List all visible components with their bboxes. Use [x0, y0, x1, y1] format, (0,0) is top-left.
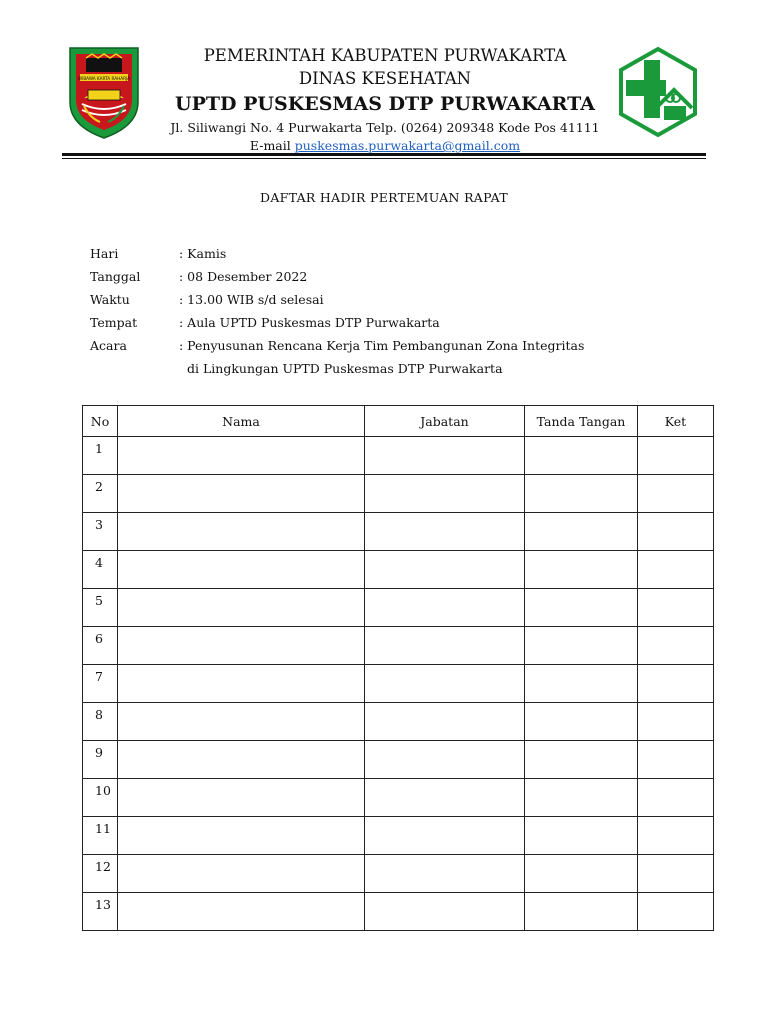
cell-nama[interactable]: [118, 589, 365, 627]
table-row: [83, 437, 714, 475]
header-nama: Nama: [118, 406, 365, 437]
cell-nama[interactable]: [118, 513, 365, 551]
table-row: [83, 855, 714, 893]
header-no: No: [83, 406, 118, 437]
address: Jl. Siliwangi No. 4 Purwakarta Telp. (0264) 209348 Kode Pos 41111: [170, 120, 600, 135]
row-number: 2: [83, 475, 118, 513]
cell-jabatan[interactable]: [365, 589, 525, 627]
cell-nama[interactable]: [118, 627, 365, 665]
detail-value: : Kamis: [179, 246, 227, 261]
cell-nama[interactable]: [118, 779, 365, 817]
cell-tanda-tangan[interactable]: [525, 475, 638, 513]
cell-ket[interactable]: [638, 627, 714, 665]
cell-jabatan[interactable]: [365, 665, 525, 703]
cell-nama[interactable]: [118, 437, 365, 475]
cell-jabatan[interactable]: [365, 741, 525, 779]
cell-jabatan[interactable]: [365, 893, 525, 931]
cell-jabatan[interactable]: [365, 703, 525, 741]
email-link[interactable]: puskesmas.purwakarta@gmail.com: [294, 138, 521, 153]
cell-nama[interactable]: [118, 855, 365, 893]
cell-jabatan[interactable]: [365, 779, 525, 817]
kabupaten-emblem-icon: [64, 44, 144, 140]
row-number: 12: [83, 855, 118, 893]
table-row: [83, 551, 714, 589]
header-divider-thick: [62, 153, 706, 156]
detail-row-acara-continuation: [90, 359, 584, 382]
cell-ket[interactable]: [638, 893, 714, 931]
detail-row-hari: [90, 244, 584, 267]
email-line: [150, 137, 620, 154]
table-row: [83, 703, 714, 741]
table-row: [83, 741, 714, 779]
header-ket: Ket: [638, 406, 714, 437]
cell-tanda-tangan[interactable]: [525, 855, 638, 893]
header-divider-thin: [62, 158, 706, 159]
cell-ket[interactable]: [638, 475, 714, 513]
detail-label: Waktu: [90, 292, 130, 307]
row-number: 1: [83, 437, 118, 475]
cell-jabatan[interactable]: [365, 551, 525, 589]
row-number: 8: [83, 703, 118, 741]
row-number: 3: [83, 513, 118, 551]
header-tanda-tangan: Tanda Tangan: [525, 406, 638, 437]
cell-jabatan[interactable]: [365, 627, 525, 665]
row-number: 13: [83, 893, 118, 931]
detail-label: Hari: [90, 246, 119, 261]
table-header-row: [83, 406, 714, 437]
cell-nama[interactable]: [118, 817, 365, 855]
row-number: 10: [83, 779, 118, 817]
puskesmas-logo-icon: [612, 46, 704, 138]
cell-nama[interactable]: [118, 703, 365, 741]
cell-jabatan[interactable]: [365, 475, 525, 513]
cell-nama[interactable]: [118, 741, 365, 779]
table-row: [83, 779, 714, 817]
detail-label: Acara: [90, 338, 127, 353]
cell-jabatan[interactable]: [365, 817, 525, 855]
detail-label: Tempat: [90, 315, 138, 330]
cell-tanda-tangan[interactable]: [525, 817, 638, 855]
document-title: DAFTAR HADIR PERTEMUAN RAPAT: [260, 190, 508, 205]
row-number: 4: [83, 551, 118, 589]
cell-nama[interactable]: [118, 551, 365, 589]
cell-ket[interactable]: [638, 513, 714, 551]
cell-ket[interactable]: [638, 703, 714, 741]
cell-ket[interactable]: [638, 741, 714, 779]
cell-nama[interactable]: [118, 893, 365, 931]
cell-tanda-tangan[interactable]: [525, 589, 638, 627]
cell-tanda-tangan[interactable]: [525, 665, 638, 703]
detail-row-acara: [90, 336, 584, 359]
letterhead: [150, 44, 620, 154]
row-number: 5: [83, 589, 118, 627]
cell-ket[interactable]: [638, 551, 714, 589]
table-row: [83, 513, 714, 551]
cell-ket[interactable]: [638, 779, 714, 817]
detail-row-tanggal: [90, 267, 584, 290]
cell-tanda-tangan[interactable]: [525, 893, 638, 931]
table-row: [83, 627, 714, 665]
cell-nama[interactable]: [118, 475, 365, 513]
cell-tanda-tangan[interactable]: [525, 703, 638, 741]
cell-tanda-tangan[interactable]: [525, 437, 638, 475]
detail-value: : Aula UPTD Puskesmas DTP Purwakarta: [179, 315, 440, 330]
cell-jabatan[interactable]: [365, 855, 525, 893]
cell-ket[interactable]: [638, 665, 714, 703]
detail-value: : 08 Desember 2022: [179, 269, 308, 284]
cell-nama[interactable]: [118, 665, 365, 703]
table-row: [83, 475, 714, 513]
detail-row-waktu: [90, 290, 584, 313]
cell-tanda-tangan[interactable]: [525, 741, 638, 779]
row-number: 6: [83, 627, 118, 665]
institution-name: UPTD PUSKESMAS DTP PURWAKARTA: [175, 93, 595, 115]
emblem-motto: WIBAWA KARTA RAHARJA: [77, 76, 131, 81]
email-label: E-mail: [249, 138, 291, 153]
cell-tanda-tangan[interactable]: [525, 513, 638, 551]
acara-continuation: di Lingkungan UPTD Puskesmas DTP Purwakarta: [187, 361, 503, 376]
cell-tanda-tangan[interactable]: [525, 551, 638, 589]
detail-label: Tanggal: [90, 269, 141, 284]
cell-ket[interactable]: [638, 817, 714, 855]
table-row: [83, 817, 714, 855]
cell-ket[interactable]: [638, 437, 714, 475]
government-name: PEMERINTAH KABUPATEN PURWAKARTA: [203, 46, 567, 65]
department-name: DINAS KESEHATAN: [298, 69, 472, 88]
cell-ket[interactable]: [638, 855, 714, 893]
detail-row-tempat: [90, 313, 584, 336]
table-row: [83, 893, 714, 931]
attendance-table: [82, 405, 714, 931]
row-number: 7: [83, 665, 118, 703]
cell-jabatan[interactable]: [365, 437, 525, 475]
detail-value: : Penyusunan Rencana Kerja Tim Pembangunan Zona Integritas: [179, 338, 585, 353]
table-row: [83, 589, 714, 627]
cell-tanda-tangan[interactable]: [525, 627, 638, 665]
meeting-details: [90, 244, 584, 382]
cell-jabatan[interactable]: [365, 513, 525, 551]
cell-ket[interactable]: [638, 589, 714, 627]
row-number: 9: [83, 741, 118, 779]
row-number: 11: [83, 817, 118, 855]
cell-tanda-tangan[interactable]: [525, 779, 638, 817]
table-row: [83, 665, 714, 703]
header-jabatan: Jabatan: [365, 406, 525, 437]
detail-value: : 13.00 WIB s/d selesai: [179, 292, 324, 307]
